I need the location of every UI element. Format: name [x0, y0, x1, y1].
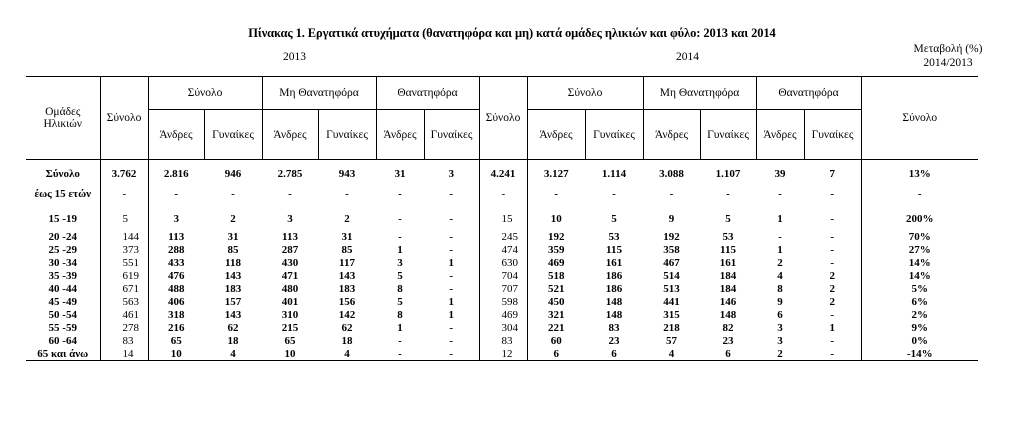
- value-2014-cell: 518: [527, 270, 585, 283]
- age-group-label: 65 και άνω: [26, 348, 100, 361]
- value-2013-cell: -: [449, 212, 454, 225]
- table-row: [26, 244, 978, 257]
- value-2013-cell: 406: [148, 296, 204, 309]
- value-2013-cell: 476: [148, 270, 204, 283]
- total-2014-header: Σύνολο: [479, 77, 527, 160]
- value-2014-cell: 23: [722, 335, 734, 347]
- value-2013-cell: 65: [284, 335, 296, 347]
- value-2013-cell: -: [148, 181, 204, 207]
- value-2014-cell: 148: [605, 309, 623, 321]
- value-2014-cell: 474: [479, 244, 527, 257]
- women-header: Γυναίκες: [424, 110, 479, 160]
- value-2013-cell: 2: [344, 212, 350, 225]
- value-2013-cell: 1: [448, 257, 454, 269]
- spacer-cell: [861, 160, 978, 168]
- value-2014-cell: 83: [608, 322, 620, 334]
- value-2013-cell: 671: [100, 283, 148, 296]
- value-2014-cell: 161: [719, 257, 737, 269]
- spacer-cell: [643, 160, 700, 168]
- value-2014-cell: 15: [479, 207, 527, 231]
- value-2013-cell: -: [449, 244, 454, 256]
- value-2013-cell: 4: [318, 348, 376, 361]
- change-cell: 5%: [861, 283, 978, 296]
- value-2014-cell: 358: [663, 244, 680, 256]
- value-2014-cell: 7: [829, 168, 835, 180]
- value-2014-cell: 10: [527, 207, 585, 231]
- value-2014-cell: -: [830, 244, 835, 256]
- value-2014-cell: 9: [777, 296, 783, 308]
- value-2014-cell: 245: [479, 231, 527, 244]
- value-2014-cell: 467: [663, 257, 680, 269]
- value-2013-cell: 117: [339, 257, 355, 269]
- value-2013-cell: 946: [224, 168, 242, 180]
- value-2013-cell: 1: [397, 322, 403, 334]
- change-cell: 14%: [861, 257, 978, 270]
- value-2013-cell: 65: [148, 335, 204, 348]
- value-2013-cell: 2: [230, 212, 236, 225]
- age-group-label: 50 -54: [48, 309, 77, 321]
- value-2013-cell: 401: [281, 296, 299, 308]
- value-2013-cell: -: [449, 187, 454, 200]
- value-2014-cell: 192: [663, 231, 680, 243]
- value-2013-cell: 288: [148, 244, 204, 257]
- value-2013-cell: -: [398, 187, 402, 200]
- value-2014-cell: 23: [608, 335, 620, 347]
- value-2014-cell: 192: [527, 231, 585, 244]
- value-2014-cell: 221: [527, 322, 585, 335]
- age-groups-header-line2: Ηλικιών: [43, 118, 82, 130]
- value-2013-cell: 461: [100, 309, 148, 322]
- value-2013-cell: 18: [341, 335, 353, 347]
- spacer-cell: [100, 160, 148, 168]
- value-2014-cell: 469: [479, 309, 527, 322]
- value-2013-cell: 278: [100, 322, 148, 335]
- value-2013-cell: 563: [100, 296, 148, 309]
- value-2013-cell: -: [424, 348, 479, 361]
- value-2013-cell: -: [376, 348, 424, 361]
- total-2013-header: Σύνολο: [100, 77, 148, 160]
- change-cell: 0%: [861, 335, 978, 348]
- value-2014-cell: 1.114: [601, 168, 627, 180]
- women-header: Γυναίκες: [804, 110, 861, 160]
- value-2013-cell: 142: [338, 309, 356, 321]
- value-2013-cell: 143: [224, 309, 242, 321]
- value-2013-cell: 287: [281, 244, 299, 256]
- value-2014-cell: 12: [479, 348, 527, 361]
- table-row: [26, 207, 978, 231]
- value-2013-cell: 3: [287, 212, 293, 225]
- change-cell: -: [861, 181, 978, 207]
- value-2013-cell: -: [449, 231, 454, 243]
- change-header-line1: Μεταβολή (%): [913, 43, 983, 55]
- value-2014-cell: 598: [479, 296, 527, 309]
- value-2013-cell: -: [398, 212, 402, 225]
- table-row: [26, 296, 978, 309]
- subtotal-2013-header: Σύνολο: [148, 77, 262, 110]
- change-cell: 70%: [861, 231, 978, 244]
- nonfatal-2014-header: Μη Θανατηφόρα: [643, 77, 756, 110]
- value-2014-cell: 521: [527, 283, 585, 296]
- table-row: [26, 348, 978, 361]
- spacer-cell: [527, 160, 585, 168]
- value-2013-cell: 216: [148, 322, 204, 335]
- value-2014-cell: 441: [663, 296, 680, 308]
- value-2014-cell: 39: [774, 168, 786, 180]
- table-row: [26, 309, 978, 322]
- change-cell: 27%: [861, 244, 978, 257]
- value-2014-cell: 2: [756, 348, 804, 361]
- value-2014-cell: 184: [719, 283, 737, 295]
- value-2014-cell: 161: [605, 257, 623, 269]
- value-2013-cell: 215: [281, 322, 299, 334]
- value-2013-cell: 8: [397, 283, 403, 295]
- value-2014-cell: -: [669, 187, 674, 200]
- value-2013-cell: 619: [100, 270, 148, 283]
- spacer-cell: [479, 160, 527, 168]
- subtotal-2014-header: Σύνολο: [527, 77, 643, 110]
- change-cell: 9%: [861, 322, 978, 335]
- value-2014-cell: 2: [829, 270, 835, 282]
- value-2013-cell: 551: [100, 257, 148, 270]
- value-2013-cell: 488: [148, 283, 204, 296]
- change-cell: 200%: [861, 207, 978, 231]
- value-2014-cell: 148: [719, 309, 737, 321]
- value-2014-cell: -: [830, 187, 835, 200]
- change-cell: 2%: [861, 309, 978, 322]
- change-header: [878, 42, 1018, 70]
- value-2014-cell: 115: [606, 244, 622, 256]
- value-2014-cell: 450: [527, 296, 585, 309]
- table-row: [26, 181, 978, 207]
- value-2013-cell: 3: [448, 168, 454, 180]
- value-2013-cell: 144: [100, 231, 148, 244]
- table-row: [26, 322, 978, 335]
- total-row: [26, 168, 978, 181]
- men-header: Άνδρες: [527, 110, 585, 160]
- value-2014-cell: -: [804, 348, 861, 361]
- value-2013-cell: 85: [341, 244, 353, 256]
- value-2013-cell: 480: [281, 283, 299, 295]
- value-2014-cell: 1: [777, 212, 783, 225]
- value-2014-cell: 115: [720, 244, 736, 256]
- value-2013-cell: 183: [224, 283, 242, 295]
- spacer-cell: [262, 160, 318, 168]
- value-2013-cell: 3.762: [100, 168, 148, 181]
- change-cell: 6%: [861, 296, 978, 309]
- table-row: [26, 335, 978, 348]
- value-2013-cell: -: [288, 187, 292, 200]
- value-2014-cell: 5: [725, 212, 731, 225]
- value-2013-cell: 2.816: [148, 168, 204, 181]
- spacer-cell: [204, 160, 262, 168]
- table-row: [26, 257, 978, 270]
- value-2013-cell: 143: [224, 270, 242, 282]
- men-header: Άνδρες: [643, 110, 700, 160]
- age-groups-header-line1: Ομάδες: [45, 106, 81, 118]
- spacer-cell: [700, 160, 756, 168]
- value-2013-cell: 31: [394, 168, 406, 180]
- value-2013-cell: 5: [100, 207, 148, 231]
- value-2014-cell: -: [778, 187, 782, 200]
- spacer-cell: [756, 160, 804, 168]
- value-2014-cell: -: [726, 187, 730, 200]
- value-2013-cell: 85: [227, 244, 239, 256]
- value-2014-cell: 4: [777, 270, 783, 282]
- value-2014-cell: 218: [663, 322, 680, 334]
- value-2014-cell: 57: [666, 335, 677, 347]
- value-2013-cell: 157: [224, 296, 242, 308]
- value-2014-cell: 186: [605, 270, 623, 282]
- age-group-label: 45 -49: [48, 296, 77, 308]
- fatal-2014-header: Θανατηφόρα: [756, 77, 861, 110]
- value-2013-cell: -: [100, 181, 148, 207]
- spacer-row: [26, 160, 978, 168]
- value-2013-cell: 5: [397, 270, 403, 282]
- table-row: [26, 231, 978, 244]
- change-header-line2: 2014/2013: [923, 57, 973, 69]
- value-2013-cell: 118: [225, 257, 241, 269]
- value-2014-cell: 9: [668, 212, 675, 225]
- value-2014-cell: 6: [700, 348, 756, 361]
- accidents-table: [26, 76, 978, 361]
- value-2014-cell: 707: [479, 283, 527, 296]
- value-2013-cell: -: [449, 322, 454, 334]
- value-2013-cell: 113: [148, 231, 204, 244]
- value-2014-cell: 2: [829, 296, 835, 308]
- value-2013-cell: 113: [282, 231, 298, 243]
- value-2013-cell: 318: [148, 309, 204, 322]
- value-2013-cell: 2.785: [277, 168, 303, 180]
- value-2014-cell: 2: [829, 283, 835, 295]
- value-2014-cell: 704: [479, 270, 527, 283]
- value-2014-cell: -: [830, 212, 835, 225]
- value-2013-cell: 310: [281, 309, 299, 321]
- value-2013-cell: 433: [148, 257, 204, 270]
- year-2014-label: 2014: [676, 51, 699, 63]
- spacer-cell: [26, 160, 100, 168]
- value-2014-cell: 8: [777, 283, 783, 295]
- value-2014-cell: 3.088: [659, 168, 684, 180]
- value-2013-cell: 31: [227, 231, 239, 243]
- value-2014-cell: 513: [663, 283, 680, 295]
- value-2014-cell: 60: [527, 335, 585, 348]
- value-2013-cell: 4: [204, 348, 262, 361]
- value-2014-cell: 6: [527, 348, 585, 361]
- value-2013-cell: -: [398, 335, 402, 347]
- value-2013-cell: 31: [341, 231, 353, 243]
- value-2014-cell: 315: [663, 309, 680, 321]
- spacer-cell: [318, 160, 376, 168]
- women-header: Γυναίκες: [318, 110, 376, 160]
- value-2013-cell: 1: [448, 309, 454, 321]
- men-header: Άνδρες: [376, 110, 424, 160]
- value-2013-cell: -: [449, 335, 454, 347]
- value-2014-cell: 3.127: [527, 168, 585, 181]
- value-2013-cell: -: [231, 187, 235, 200]
- value-2014-cell: 514: [663, 270, 680, 282]
- value-2013-cell: 83: [100, 335, 148, 348]
- value-2013-cell: 3: [397, 257, 403, 269]
- value-2014-cell: 82: [722, 322, 734, 334]
- value-2014-cell: -: [479, 181, 527, 207]
- age-group-label: 55 -59: [48, 322, 77, 334]
- spacer-cell: [804, 160, 861, 168]
- men-header: Άνδρες: [148, 110, 204, 160]
- value-2013-cell: 62: [227, 322, 239, 334]
- value-2014-cell: 146: [719, 296, 737, 308]
- fatal-2013-header: Θανατηφόρα: [376, 77, 479, 110]
- spacer-cell: [148, 160, 204, 168]
- value-2013-cell: 430: [281, 257, 299, 269]
- change-total-header: Σύνολο: [861, 77, 978, 160]
- value-2013-cell: 183: [338, 283, 356, 295]
- value-2014-cell: 1.107: [715, 168, 741, 180]
- value-2013-cell: 943: [338, 168, 356, 180]
- value-2013-cell: 373: [100, 244, 148, 257]
- change-cell: 14%: [861, 270, 978, 283]
- change-cell: -14%: [861, 348, 978, 361]
- value-2013-cell: 3: [148, 207, 204, 231]
- value-2013-cell: 143: [338, 270, 356, 282]
- value-2014-cell: -: [830, 257, 835, 269]
- value-2013-cell: 62: [341, 322, 353, 334]
- value-2013-cell: 8: [397, 309, 403, 321]
- value-2014-cell: 5: [611, 212, 617, 225]
- value-2014-cell: -: [612, 187, 616, 200]
- age-group-label: Σύνολο: [45, 168, 80, 180]
- value-2014-cell: -: [830, 309, 835, 321]
- age-group-label: 60 -64: [48, 335, 77, 347]
- nonfatal-2013-header: Μη Θανατηφόρα: [262, 77, 376, 110]
- value-2014-cell: -: [527, 181, 585, 207]
- spacer-cell: [585, 160, 643, 168]
- value-2013-cell: 471: [281, 270, 299, 282]
- value-2013-cell: -: [449, 283, 454, 295]
- value-2014-cell: 53: [608, 231, 620, 243]
- value-2013-cell: 10: [262, 348, 318, 361]
- value-2014-cell: 148: [605, 296, 623, 308]
- value-2014-cell: 6: [585, 348, 643, 361]
- age-group-label: έως 15 ετών: [34, 187, 92, 200]
- age-group-label: 40 -44: [48, 283, 77, 295]
- age-group-label: 35 -39: [48, 270, 77, 282]
- value-2014-cell: 359: [527, 244, 585, 257]
- value-2014-cell: 3: [777, 322, 783, 334]
- men-header: Άνδρες: [756, 110, 804, 160]
- age-groups-header: [26, 77, 100, 160]
- value-2014-cell: -: [830, 231, 835, 243]
- value-2014-cell: 630: [479, 257, 527, 270]
- value-2014-cell: 83: [479, 335, 527, 348]
- table-body: [26, 160, 978, 361]
- value-2013-cell: -: [449, 270, 454, 282]
- women-header: Γυναίκες: [204, 110, 262, 160]
- value-2014-cell: -: [830, 335, 835, 347]
- table-title: Πίνακας 1. Εργατικά ατυχήματα (θανατηφόρα και μη) κατά ομάδες ηλικιών και φύλο: 2013 και 2014: [248, 26, 776, 40]
- change-cell: 13%: [861, 168, 978, 181]
- spacer-cell: [424, 160, 479, 168]
- women-header: Γυναίκες: [700, 110, 756, 160]
- value-2014-cell: 321: [527, 309, 585, 322]
- value-2013-cell: 1: [448, 296, 454, 308]
- value-2014-cell: 1: [829, 322, 835, 334]
- value-2014-cell: 304: [479, 322, 527, 335]
- table-row: [26, 270, 978, 283]
- value-2013-cell: 18: [227, 335, 239, 347]
- value-2014-cell: 184: [719, 270, 737, 282]
- age-group-label: 30 -34: [48, 257, 77, 269]
- value-2013-cell: 5: [397, 296, 403, 308]
- value-2013-cell: 14: [100, 348, 148, 361]
- age-group-label: 20 -24: [48, 231, 77, 243]
- value-2014-cell: 3: [777, 335, 783, 347]
- value-2014-cell: 1: [777, 244, 783, 256]
- table-row: [26, 283, 978, 296]
- value-2013-cell: -: [398, 231, 402, 243]
- value-2013-cell: 10: [148, 348, 204, 361]
- value-2014-cell: 6: [777, 309, 783, 321]
- value-2014-cell: 469: [527, 257, 585, 270]
- age-group-label: 15 -19: [48, 212, 77, 225]
- value-2013-cell: 156: [338, 296, 356, 308]
- age-group-label: 25 -29: [48, 244, 77, 256]
- value-2014-cell: 186: [605, 283, 623, 295]
- value-2013-cell: -: [345, 187, 349, 200]
- men-header: Άνδρες: [262, 110, 318, 160]
- value-2014-cell: 4: [643, 348, 700, 361]
- year-2013-label: 2013: [283, 51, 306, 63]
- value-2014-cell: -: [778, 231, 782, 243]
- value-2014-cell: 53: [722, 231, 734, 243]
- women-header: Γυναίκες: [585, 110, 643, 160]
- value-2014-cell: 4.241: [479, 168, 527, 181]
- value-2013-cell: 1: [397, 244, 403, 256]
- value-2014-cell: 2: [777, 257, 783, 269]
- spacer-cell: [376, 160, 424, 168]
